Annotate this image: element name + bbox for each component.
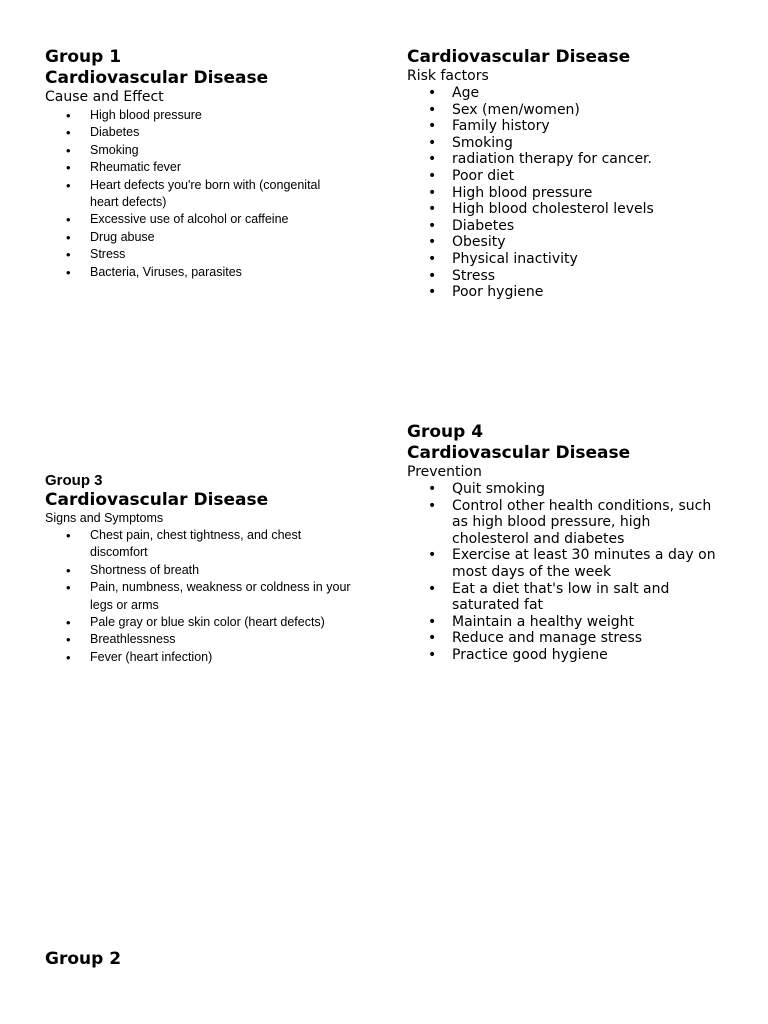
- list-item: • Sex (men/women): [452, 102, 727, 119]
- group3-subtitle: Signs and Symptoms: [45, 511, 164, 525]
- list-item: • Physical inactivity: [452, 251, 727, 268]
- list-item: • Excessive use of alcohol or caffeine: [90, 211, 365, 228]
- list-item: • Family history: [452, 118, 727, 135]
- list-item: • High blood pressure: [90, 107, 365, 124]
- group1-subtitle: Cause and Effect: [45, 89, 164, 105]
- risk-list: [407, 85, 727, 301]
- group4-section: [407, 422, 727, 664]
- group2-section: [45, 949, 365, 970]
- list-item: • Chest pain, chest tightness, and chest discomfort: [90, 527, 315, 562]
- list-item: • High blood pressure: [452, 185, 727, 202]
- group3-list: [45, 527, 400, 666]
- group4-list: [407, 481, 722, 664]
- list-item: • Reduce and manage stress: [452, 630, 722, 647]
- group4-title: Group 4: [407, 422, 484, 442]
- list-item: • Control other health conditions, such as high blood pressure, high cholesterol and diabetes: [452, 498, 722, 548]
- list-item: • Quit smoking: [452, 481, 722, 498]
- list-item: • Smoking: [452, 135, 727, 152]
- list-item: • Eat a diet that's low in salt and saturated fat: [452, 581, 722, 614]
- risk-factors-section: [407, 47, 727, 301]
- list-item: • Shortness of breath: [90, 562, 400, 579]
- risk-topic: Cardiovascular Disease: [407, 47, 631, 67]
- group4-topic: Cardiovascular Disease: [407, 443, 631, 463]
- list-item: • Pale gray or blue skin color (heart defects): [90, 614, 400, 631]
- list-item: • radiation therapy for cancer.: [452, 151, 727, 168]
- group3-title: Group 3: [45, 472, 103, 489]
- list-item: • Obesity: [452, 234, 727, 251]
- list-item: • Pain, numbness, weakness or coldness in your legs or arms: [90, 579, 358, 614]
- list-item: • Exercise at least 30 minutes a day on most days of the week: [452, 547, 722, 580]
- list-item: • Fever (heart infection): [90, 649, 400, 666]
- list-item: • Poor diet: [452, 168, 727, 185]
- group2-title: Group 2: [45, 949, 122, 969]
- list-item: • Breathlessness: [90, 631, 400, 648]
- group1-section: [45, 47, 365, 281]
- list-item: • Practice good hygiene: [452, 647, 722, 664]
- group1-topic: Cardiovascular Disease: [45, 68, 269, 88]
- list-item: • Smoking: [90, 142, 365, 159]
- list-item: • Poor hygiene: [452, 284, 727, 301]
- list-item: • Age: [452, 85, 727, 102]
- group3-section: [45, 472, 365, 666]
- group1-list: [45, 107, 365, 281]
- list-item: • Stress: [452, 268, 727, 285]
- list-item: • Heart defects you're born with (congenital heart defects): [90, 177, 345, 212]
- list-item: • Stress: [90, 246, 365, 263]
- list-item: • Drug abuse: [90, 229, 365, 246]
- list-item: • Bacteria, Viruses, parasites: [90, 264, 365, 281]
- list-item: • Diabetes: [90, 124, 365, 141]
- group1-title: Group 1: [45, 47, 122, 67]
- group4-subtitle: Prevention: [407, 464, 482, 480]
- group3-topic: Cardiovascular Disease: [45, 490, 269, 510]
- list-item: • Diabetes: [452, 218, 727, 235]
- list-item: • Maintain a healthy weight: [452, 614, 722, 631]
- risk-subtitle: Risk factors: [407, 68, 489, 84]
- list-item: • High blood cholesterol levels: [452, 201, 727, 218]
- list-item: • Rheumatic fever: [90, 159, 365, 176]
